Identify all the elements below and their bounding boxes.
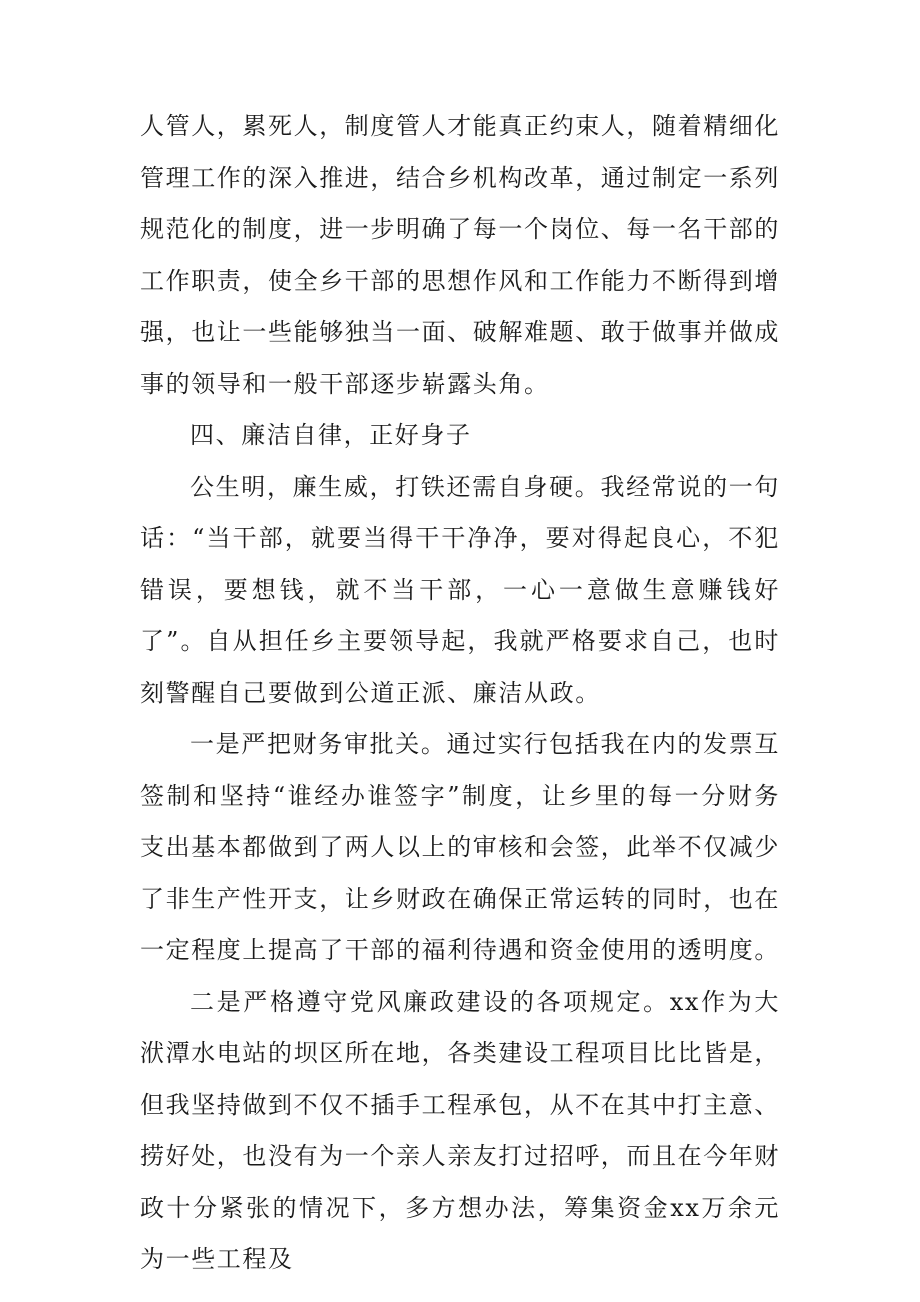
paragraph: 公生明，廉生威，打铁还需自身硬。我经常说的一句话：“当干部，就要当得干干净净，要对得起良心，不犯错误，要想钱，就不当干部，一心一意做生意赚钱好了”。自从担任乡主要领导起，我就严格要求自己，也时刻警醒自己要做到公道正派、廉洁从政。 <box>140 472 780 707</box>
document-body <box>140 101 780 1286</box>
section-heading: 四、廉洁自律，正好身子 <box>190 421 472 449</box>
paragraph: 一是严把财务审批关。通过实行包括我在内的发票互签制和坚持“谁经办谁签字”制度，让乡里的每一分财务支出基本都做到了两人以上的审核和会签，此举不仅减少了非生产性开支，让乡财政在确保正常运转的同时，也在一定程度上提高了干部的福利待遇和资金使用的透明度。 <box>140 730 780 964</box>
paragraph-continuation: 人管人，累死人，制度管人才能真正约束人，随着精细化管理工作的深入推进，结合乡机构改革，通过制定一系列规范化的制度，进一步明确了每一个岗位、每一名干部的工作职责，使全乡干部的思想作风和工作能力不断得到增强，也让一些能够独当一面、破解难题、敢于做事并做成事的领导和一般干部逐步崭露头角。 <box>140 112 780 398</box>
paragraph: 二是严格遵守党风廉政建设的各项规定。xx作为大洑潭水电站的坝区所在地，各类建设工程项目比比皆是，但我坚持做到不仅不插手工程承包，从不在其中打主意、捞好处，也没有为一个亲人亲友打过招呼，而且在今年财政十分紧张的情况下，多方想办法，筹集资金xx万余元为一些工程及 <box>140 987 780 1273</box>
